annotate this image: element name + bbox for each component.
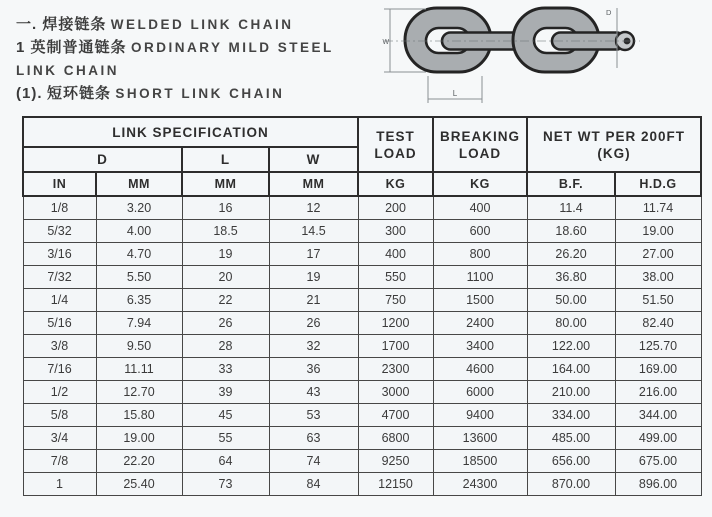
table-cell: 19.00 — [96, 426, 182, 449]
table-row — [23, 219, 701, 242]
table-cell: 3/8 — [23, 334, 96, 357]
table-cell: 800 — [433, 242, 527, 265]
table-cell: 750 — [358, 288, 433, 311]
chain-illustration — [382, 2, 712, 114]
table-cell: 550 — [358, 265, 433, 288]
table-cell: 4700 — [358, 403, 433, 426]
table-cell: 9.50 — [96, 334, 182, 357]
table-row — [23, 403, 701, 426]
table-cell: 334.00 — [527, 403, 615, 426]
table-cell: 22 — [182, 288, 269, 311]
table-cell: 210.00 — [527, 380, 615, 403]
table-cell: 1100 — [433, 265, 527, 288]
header-d: D — [23, 147, 182, 172]
table-cell: 122.00 — [527, 334, 615, 357]
table-cell: 45 — [182, 403, 269, 426]
item-number: (1). — [16, 85, 43, 102]
table-cell: 164.00 — [527, 357, 615, 380]
spec-table-body — [23, 196, 701, 495]
table-cell: 675.00 — [615, 449, 701, 472]
subsection-title-en-1: ORDINARY MILD STEEL — [130, 40, 334, 55]
table-cell: 32 — [269, 334, 358, 357]
table-row — [23, 288, 701, 311]
table-cell: 5.50 — [96, 265, 182, 288]
header-net-wt — [527, 117, 701, 172]
table-row — [23, 196, 701, 219]
table-cell: 12 — [269, 196, 358, 219]
title-block — [16, 13, 391, 105]
header-unit-hdg: H.D.G — [615, 172, 701, 196]
header-unit-test-kg: KG — [358, 172, 433, 196]
table-cell: 6.35 — [96, 288, 182, 311]
table-cell: 125.70 — [615, 334, 701, 357]
table-cell: 5/16 — [23, 311, 96, 334]
table-cell: 600 — [433, 219, 527, 242]
table-cell: 11.11 — [96, 357, 182, 380]
header-link-specification: LINK SPECIFICATION — [23, 117, 358, 147]
table-cell: 36 — [269, 357, 358, 380]
table-cell: 2300 — [358, 357, 433, 380]
table-cell: 82.40 — [615, 311, 701, 334]
header-net-wt-line1: NET WT PER 200FT — [543, 128, 686, 144]
table-cell: 28 — [182, 334, 269, 357]
table-cell: 16 — [182, 196, 269, 219]
table-cell: 33 — [182, 357, 269, 380]
table-cell: 73 — [182, 472, 269, 495]
header-breaking-load-line1: BREAKING — [440, 128, 521, 144]
table-cell: 55 — [182, 426, 269, 449]
item-title-en: SHORT LINK CHAIN — [115, 86, 285, 101]
table-cell: 84 — [269, 472, 358, 495]
table-cell: 13600 — [433, 426, 527, 449]
header-net-wt-line2: (KG) — [597, 145, 631, 161]
header-test-load — [358, 117, 433, 172]
page-header — [0, 0, 712, 114]
table-cell: 36.80 — [527, 265, 615, 288]
table-cell: 11.4 — [527, 196, 615, 219]
table-cell: 80.00 — [527, 311, 615, 334]
table-cell: 400 — [358, 242, 433, 265]
dim-d-label: D — [606, 8, 612, 17]
table-cell: 3/16 — [23, 242, 96, 265]
header-l: L — [182, 147, 269, 172]
table-row — [23, 265, 701, 288]
table-cell: 1 — [23, 472, 96, 495]
table-cell: 17 — [269, 242, 358, 265]
section-title — [16, 13, 391, 36]
table-cell: 19 — [182, 242, 269, 265]
table-cell: 1200 — [358, 311, 433, 334]
table-row — [23, 357, 701, 380]
table-cell: 38.00 — [615, 265, 701, 288]
table-cell: 25.40 — [96, 472, 182, 495]
subsection-title — [16, 36, 391, 59]
header-w: W — [269, 147, 358, 172]
table-cell: 74 — [269, 449, 358, 472]
table-cell: 12150 — [358, 472, 433, 495]
table-cell: 6800 — [358, 426, 433, 449]
table-row — [23, 242, 701, 265]
table-cell: 3000 — [358, 380, 433, 403]
item-title-zh: 短环链条 — [46, 85, 111, 102]
table-row — [23, 334, 701, 357]
header-test-load-line2: LOAD — [374, 145, 417, 161]
table-cell: 51.50 — [615, 288, 701, 311]
header-breaking-load-line2: LOAD — [458, 145, 502, 161]
table-cell: 26.20 — [527, 242, 615, 265]
subsection-title-zh: 1 英制普通链条 — [16, 39, 127, 56]
dim-w-label: W — [382, 39, 390, 46]
table-cell: 26 — [182, 311, 269, 334]
table-cell: 4600 — [433, 357, 527, 380]
table-cell: 21 — [269, 288, 358, 311]
subsection-title-en-2: LINK CHAIN — [16, 63, 119, 78]
table-cell: 1/4 — [23, 288, 96, 311]
table-cell: 20 — [182, 265, 269, 288]
table-cell: 485.00 — [527, 426, 615, 449]
table-cell: 7/16 — [23, 357, 96, 380]
subsection-title-cont — [16, 59, 391, 82]
table-cell: 1500 — [433, 288, 527, 311]
header-test-load-line1: TEST — [376, 128, 415, 144]
table-cell: 300 — [358, 219, 433, 242]
table-cell: 5/8 — [23, 403, 96, 426]
header-unit-l-mm: MM — [182, 172, 269, 196]
table-cell: 3.20 — [96, 196, 182, 219]
table-cell: 15.80 — [96, 403, 182, 426]
table-cell: 5/32 — [23, 219, 96, 242]
table-cell: 7.94 — [96, 311, 182, 334]
table-cell: 499.00 — [615, 426, 701, 449]
table-cell: 870.00 — [527, 472, 615, 495]
table-cell: 3400 — [433, 334, 527, 357]
table-cell: 3/4 — [23, 426, 96, 449]
table-cell: 50.00 — [527, 288, 615, 311]
table-cell: 27.00 — [615, 242, 701, 265]
table-cell: 4.70 — [96, 242, 182, 265]
section-title-en: WELDED LINK CHAIN — [110, 17, 294, 32]
table-cell: 400 — [433, 196, 527, 219]
table-cell: 64 — [182, 449, 269, 472]
header-unit-breaking-kg: KG — [433, 172, 527, 196]
table-cell: 216.00 — [615, 380, 701, 403]
table-cell: 344.00 — [615, 403, 701, 426]
table-cell: 19 — [269, 265, 358, 288]
table-cell: 1/8 — [23, 196, 96, 219]
item-title — [16, 82, 391, 105]
header-unit-in: IN — [23, 172, 96, 196]
header-breaking-load — [433, 117, 527, 172]
table-cell: 7/32 — [23, 265, 96, 288]
table-cell: 9250 — [358, 449, 433, 472]
table-cell: 43 — [269, 380, 358, 403]
section-title-zh: 一. 焊接链条 — [16, 16, 107, 33]
spec-table — [22, 116, 702, 496]
table-row — [23, 380, 701, 403]
table-cell: 26 — [269, 311, 358, 334]
table-cell: 18.5 — [182, 219, 269, 242]
table-cell: 63 — [269, 426, 358, 449]
table-cell: 656.00 — [527, 449, 615, 472]
table-cell: 2400 — [433, 311, 527, 334]
table-cell: 896.00 — [615, 472, 701, 495]
table-cell: 200 — [358, 196, 433, 219]
spec-table-container — [22, 116, 700, 496]
table-cell: 1/2 — [23, 380, 96, 403]
table-cell: 53 — [269, 403, 358, 426]
table-cell: 169.00 — [615, 357, 701, 380]
table-cell: 18500 — [433, 449, 527, 472]
table-cell: 14.5 — [269, 219, 358, 242]
table-row — [23, 426, 701, 449]
table-cell: 39 — [182, 380, 269, 403]
table-cell: 11.74 — [615, 196, 701, 219]
table-cell: 9400 — [433, 403, 527, 426]
table-cell: 22.20 — [96, 449, 182, 472]
table-row — [23, 311, 701, 334]
header-unit-w-mm: MM — [269, 172, 358, 196]
header-unit-d-mm: MM — [96, 172, 182, 196]
table-cell: 7/8 — [23, 449, 96, 472]
table-cell: 18.60 — [527, 219, 615, 242]
header-unit-bf: B.F. — [527, 172, 615, 196]
table-row — [23, 472, 701, 495]
dim-l-label: L — [452, 89, 458, 98]
table-cell: 1700 — [358, 334, 433, 357]
table-cell: 24300 — [433, 472, 527, 495]
table-cell: 19.00 — [615, 219, 701, 242]
table-cell: 6000 — [433, 380, 527, 403]
table-cell: 4.00 — [96, 219, 182, 242]
table-cell: 12.70 — [96, 380, 182, 403]
table-row — [23, 449, 701, 472]
